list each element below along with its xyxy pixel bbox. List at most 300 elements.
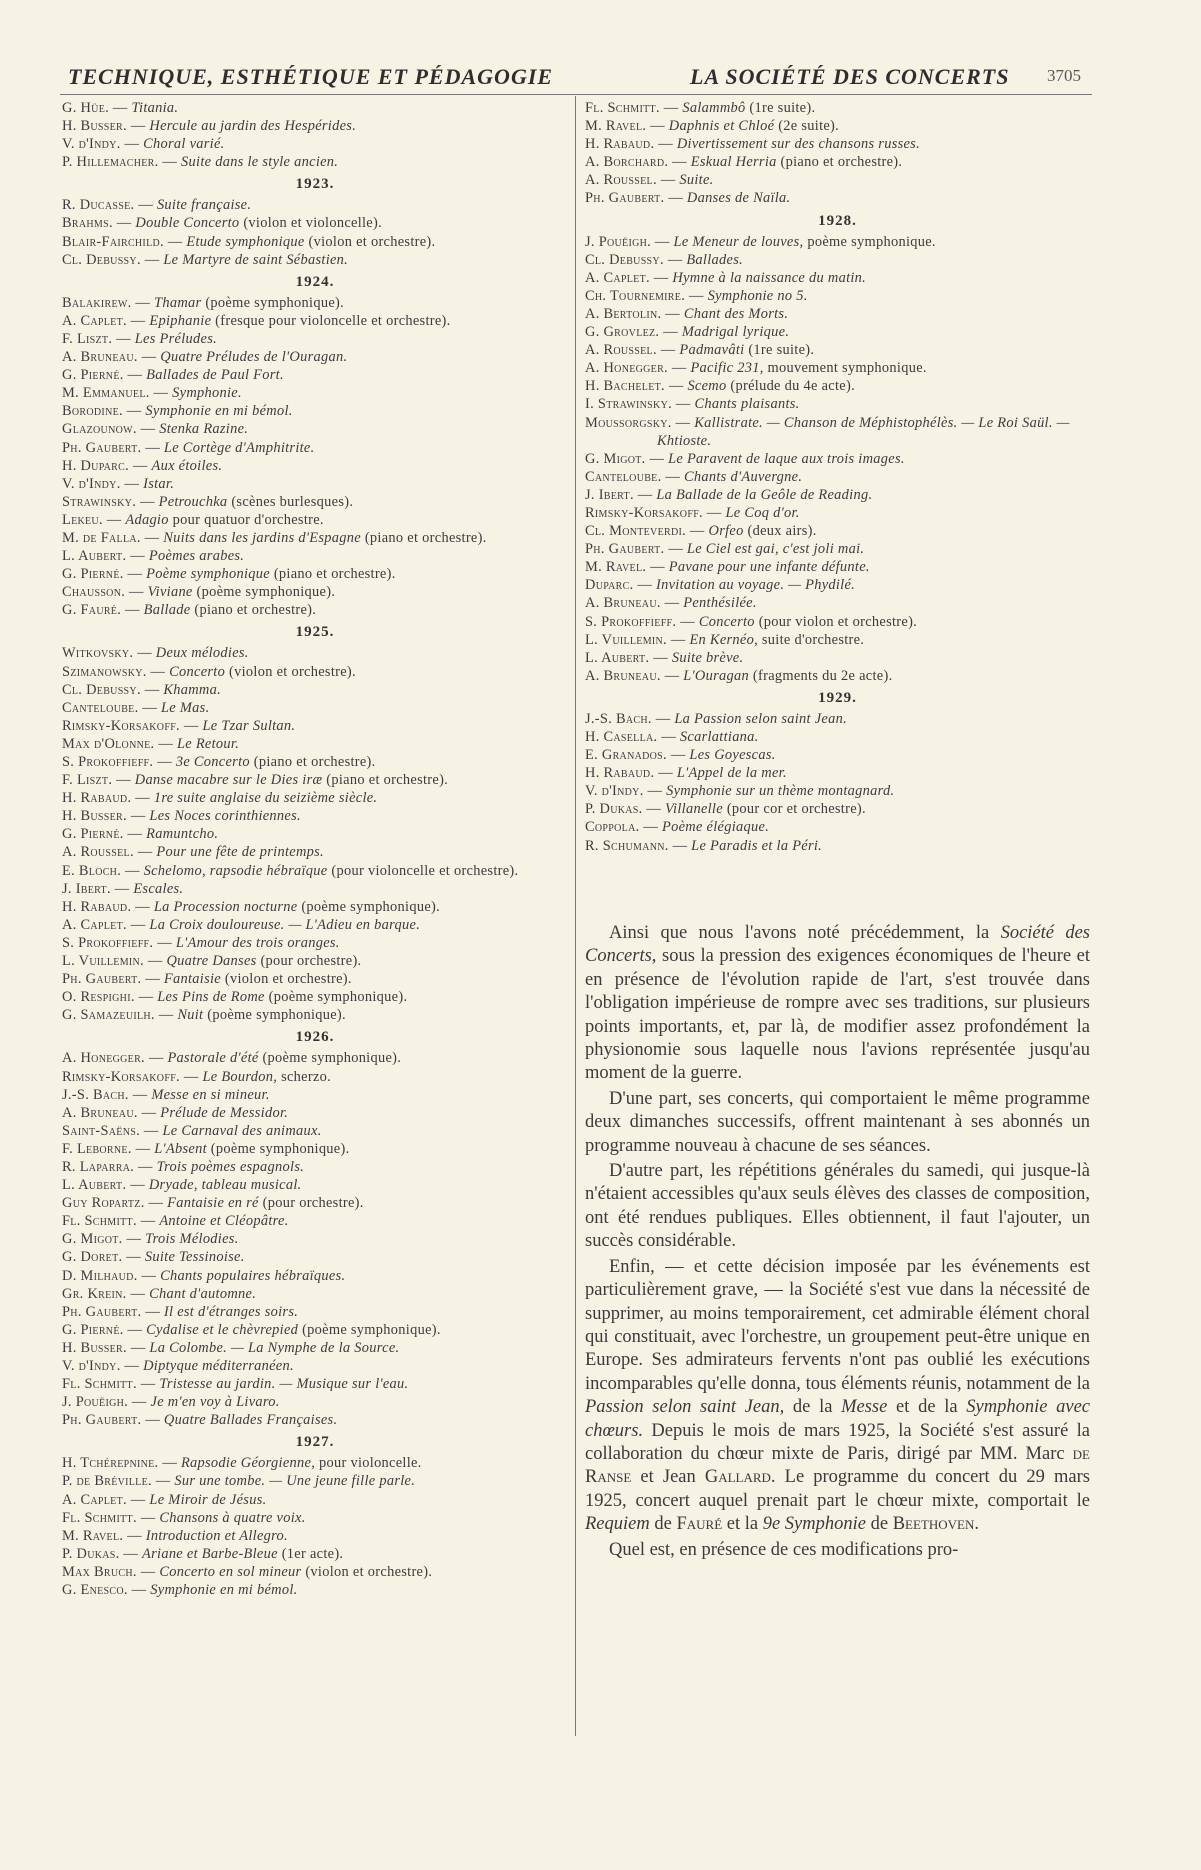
program-entry: Rimsky-Korsakoff. — Le Bourdon, scherzo. — [62, 1068, 332, 1085]
header-rule — [60, 94, 1092, 95]
text-run: et de la — [887, 1397, 967, 1418]
program-entry: D. Milhaud. — Chants populaires hébraïques. — [62, 1267, 346, 1284]
left-column-program-list — [62, 99, 568, 1599]
work-title: Nuit — [177, 1007, 204, 1024]
program-entry: A. Caplet. — Hymne à la naissance du matin. — [585, 269, 867, 286]
work-note: (1re suite). — [749, 100, 816, 116]
work-title: Kallistrate. — Chanson de Méphistophélès. — Le Roi Saül. — Khtioste. — [657, 414, 1070, 449]
composer-name: Saint-Saëns. — [62, 1122, 140, 1139]
composer-name: S. Prokoffieff. — [62, 934, 154, 951]
work-title: Concerto — [698, 613, 755, 630]
composer-name: M. de Falla. — [62, 529, 141, 546]
composer-name: Cl. Monteverdi. — [585, 523, 687, 540]
work-title: La Colombe. — La Nymphe de la Source. — [149, 1339, 400, 1356]
work-note: (piano et orchestre). — [194, 602, 317, 619]
composer-name: G. Fauré. — [62, 602, 122, 619]
composer-name: A. Roussel. — [585, 342, 657, 359]
work-note: (pour violoncelle et orchestre). — [331, 862, 519, 879]
work-title: Danses de Naïla. — [686, 190, 791, 207]
program-entry: M. Ravel. — Pavane pour une infante défunte. — [585, 559, 870, 576]
composer-name: H. Rabaud. — [62, 790, 132, 807]
composer-name: H. Rabaud. — [585, 765, 655, 782]
composer-name: Canteloube. — [62, 699, 139, 716]
composer-name: F. Liszt. — [62, 330, 113, 347]
work-title: Suite. — [679, 172, 714, 189]
work-title: Hymne à la naissance du matin. — [672, 269, 867, 286]
composer-name: Witkovsky. — [62, 645, 134, 662]
composer-name: A. Bruneau. — [585, 667, 661, 684]
work-note: (1er acte). — [281, 1545, 344, 1562]
composer-name: L. Aubert. — [62, 548, 127, 565]
work-title: Messe en si mineur. — [151, 1086, 270, 1103]
page-number: 3705 — [1047, 66, 1081, 85]
work-title: La Passion selon saint Jean. — [674, 710, 848, 727]
program-entry: P. Dukas. — Villanelle (pour cor et orchestre). — [585, 801, 866, 818]
work-title: Quatre Ballades Françaises. — [163, 1412, 338, 1429]
program-entry: Ph. Gaubert. — Il est d'étranges soirs. — [62, 1303, 299, 1320]
composer-name: Cl. Debussy. — [62, 251, 141, 268]
work-note: (prélude du 4e acte). — [730, 378, 855, 395]
composer-name: O. Respighi. — [62, 989, 135, 1006]
text-run: sous la pression des exigences économiques de l'heure et en présence de l'évolution rapide de l'art, s'est trouvée dans l'obligation impérieuse de rompre avec ses traditions, sur plusieurs points importants, et, par là, de modifier assez profondément la physionomie sous laquelle nous l'avions représentée jusqu'au moment de la guerre. — [585, 946, 1090, 1084]
program-entry: M. Ravel. — Introduction et Allegro. — [62, 1527, 288, 1544]
running-header-right: LA SOCIÉTÉ DES CONCERTS — [690, 64, 1010, 89]
program-entry: Cl. Debussy. — Khamma. — [62, 681, 222, 698]
year-heading: 1928. — [818, 212, 857, 229]
work-title: Daphnis et Chloé — [668, 118, 775, 135]
composer-name: Guy Ropartz. — [62, 1195, 145, 1212]
composer-name: Fl. Schmitt. — [62, 1509, 137, 1526]
work-title: Concerto — [169, 663, 226, 680]
program-entry: A. Roussel. — Padmavâti (1re suite). — [585, 342, 815, 359]
composer-name: H. Tchérepnine. — [62, 1455, 159, 1472]
composer-name: V. d'Indy. — [62, 136, 121, 153]
composer-name: A. Roussel. — [585, 172, 657, 189]
text-run: et la — [722, 1514, 763, 1535]
composer-name: H. Busser. — [62, 1339, 127, 1356]
program-entry: L. Aubert. — Suite brève. — [585, 649, 744, 666]
work-title: Villanelle — [665, 801, 723, 818]
composer-name: Cl. Debussy. — [62, 681, 141, 698]
program-entry: P. de Bréville. — Sur une tombe. — Une jeune fille parle. — [62, 1473, 416, 1490]
work-title: Chant d'automne. — [149, 1285, 257, 1302]
work-title: Viviane — [147, 584, 193, 601]
work-title: Quatre Danses — [166, 953, 257, 970]
composer-name: G. Grovlez. — [585, 324, 660, 341]
program-entry: Fl. Schmitt. — Tristesse au jardin. — Musique sur l'eau. — [62, 1376, 409, 1393]
composer-name: M. Ravel. — [585, 118, 647, 135]
work-note: (poème symphonique). — [268, 989, 408, 1006]
work-title: L'Absent — [154, 1140, 207, 1157]
composer-name: H. Duparc. — [62, 457, 130, 474]
program-entry: Rimsky-Korsakoff. — Le Tzar Sultan. — [62, 717, 296, 734]
work-title: Escales. — [133, 880, 184, 897]
composer-name: Lekeu. — [62, 511, 103, 528]
composer-name: A. Honegger. — [585, 360, 668, 377]
composer-name: J. Ibert. — [62, 880, 111, 897]
composer-name: Ph. Gaubert. — [62, 1412, 142, 1429]
work-title: Les Goyescas. — [689, 747, 776, 764]
program-entry: G. Fauré. — Ballade (piano et orchestre). — [62, 602, 317, 619]
text-run: Gallard. — [704, 1467, 776, 1488]
work-title: Le Coq d'or. — [725, 504, 800, 521]
text-run: 9e Symphonie — [762, 1514, 866, 1535]
work-title: Le Cortège d'Amphitrite. — [163, 439, 315, 456]
program-entry: L. Vuillemin. — Quatre Danses (pour orchestre). — [62, 953, 362, 970]
work-title: Istar. — [143, 475, 175, 492]
work-title: Double Concerto — [135, 215, 240, 232]
program-entry: G. Grovlez. — Madrigal lyrique. — [585, 324, 790, 341]
composer-name: A. Caplet. — [62, 1491, 127, 1508]
text-run: Depuis le mois de mars 1925, la Société s'est assuré la collaboration du chœur mixte de Paris, dirigé par MM. Marc — [585, 1420, 1090, 1464]
work-title: Pavane pour une infante défunte. — [668, 559, 870, 576]
column-divider — [575, 96, 576, 1736]
composer-name: G. Samazeuilh. — [62, 1007, 155, 1024]
composer-name: V. d'Indy. — [62, 475, 121, 492]
program-entry: A. Bertolin. — Chant des Morts. — [585, 305, 789, 322]
work-title: Titania. — [131, 100, 179, 116]
work-title: La Croix douloureuse. — L'Adieu en barque. — [149, 916, 421, 933]
work-note: suite d'orchestre. — [761, 631, 865, 648]
text-run: et Jean — [631, 1467, 705, 1488]
work-title: Ramuntcho. — [146, 826, 219, 843]
program-entry: Ph. Gaubert. — Le Ciel est gai, c'est joli mai. — [585, 541, 865, 558]
program-entry: S. Prokoffieff. — L'Amour des trois oranges. — [62, 934, 340, 951]
composer-name: G. Pierné. — [62, 566, 124, 583]
work-title: Trois poèmes espagnols. — [156, 1158, 305, 1175]
text-run: de — [649, 1514, 677, 1535]
composer-name: A. Borchard. — [585, 154, 669, 171]
work-title: Eskual Herria — [690, 154, 777, 171]
composer-name: Blair-Fairchild. — [62, 233, 164, 250]
program-entry: G. Hüe. — Titania. — [62, 100, 179, 116]
work-title: Ariane et Barbe-Bleue — [142, 1545, 278, 1562]
program-entry: H. Casella. — Scarlattiana. — [585, 729, 759, 745]
work-title: Invitation au voyage. — Phydilé. — [656, 577, 856, 594]
composer-name: G. Enesco. — [62, 1582, 128, 1599]
program-entry: H. Busser. — Les Noces corinthiennes. — [62, 808, 301, 825]
running-header-left: TECHNIQUE, ESTHÉTIQUE ET PÉDAGOGIE — [68, 64, 554, 89]
program-entry: A. Roussel. — Suite. — [585, 172, 714, 189]
composer-name: Balakirew. — [62, 294, 132, 311]
program-entry: A. Bruneau. — Quatre Préludes de l'Ouragan. — [62, 349, 348, 366]
work-title: Chant des Morts. — [683, 305, 789, 322]
composer-name: Moussorgsky. — [585, 414, 672, 431]
composer-name: G. Doret. — [62, 1249, 123, 1266]
text-run: de la — [784, 1397, 842, 1418]
work-title: Poèmes arabes. — [148, 548, 245, 565]
composer-name: G. Pierné. — [62, 826, 124, 843]
work-title: Pastorale d'été — [167, 1050, 259, 1067]
program-entry: Chausson. — Viviane (poème symphonique). — [62, 584, 336, 601]
work-title: Le Miroir de Jésus. — [149, 1491, 267, 1508]
composer-name: M. Ravel. — [585, 559, 647, 576]
composer-name: L. Aubert. — [585, 649, 650, 666]
composer-name: A. Bruneau. — [62, 1104, 138, 1121]
program-entry: Fl. Schmitt. — Antoine et Cléopâtre. — [62, 1213, 289, 1230]
text-run: Messe — [841, 1397, 888, 1418]
composer-name: E. Granados. — [585, 747, 667, 764]
composer-name: S. Prokoffieff. — [585, 613, 677, 630]
work-title: Schelomo, rapsodie hébraïque — [143, 862, 328, 879]
program-entry: H. Busser. — La Colombe. — La Nymphe de la Source. — [62, 1339, 400, 1356]
program-entry: Witkovsky. — Deux mélodies. — [62, 645, 249, 662]
text-run: Quel est, en présence de ces modifications pro- — [609, 1539, 959, 1560]
composer-name: G. Migot. — [62, 1231, 123, 1248]
composer-name: Duparc. — [585, 577, 634, 594]
text-run: de — [865, 1514, 893, 1535]
program-entry: Balakirew. — Thamar (poème symphonique). — [62, 294, 345, 311]
program-entry: Fl. Schmitt. — Salammbô (1re suite). — [585, 100, 816, 116]
work-title: Le Retour. — [176, 735, 240, 752]
work-title: Divertissement sur des chansons russes. — [676, 136, 920, 153]
program-entry: Ch. Tournemire. — Symphonie no 5. — [585, 287, 808, 304]
composer-name: J. Pouëigh. — [585, 233, 652, 250]
composer-name: L. Aubert. — [62, 1177, 127, 1194]
work-title: Symphonie. — [172, 385, 242, 402]
composer-name: H. Busser. — [62, 808, 127, 825]
composer-name: F. Liszt. — [62, 772, 113, 789]
work-title: Chansons à quatre voix. — [159, 1509, 306, 1526]
work-note: (pour violon et orchestre). — [758, 613, 918, 630]
work-note: scherzo. — [281, 1068, 332, 1085]
work-title: Choral varié. — [143, 136, 225, 153]
composer-name: Fl. Schmitt. — [62, 1213, 137, 1230]
work-title: Le Bourdon, — [202, 1068, 278, 1085]
composer-name: Gr. Krein. — [62, 1285, 127, 1302]
year-heading: 1926. — [295, 1029, 335, 1046]
work-title: Suite dans le style ancien. — [181, 154, 339, 171]
work-title: Scarlattiana. — [679, 729, 759, 745]
composer-name: H. Rabaud. — [585, 136, 655, 153]
work-title: Le Carnaval des animaux. — [162, 1122, 322, 1139]
work-title: Le Mas. — [161, 699, 210, 716]
program-entry: E. Bloch. — Schelomo, rapsodie hébraïque (pour violoncelle et orchestre). — [62, 862, 519, 879]
composer-name: Ch. Tournemire. — [585, 287, 686, 304]
composer-name: R. Ducasse. — [62, 197, 135, 214]
composer-name: Fl. Schmitt. — [62, 1376, 137, 1393]
program-entry: Brahms. — Double Concerto (violon et violoncelle). — [62, 215, 382, 232]
work-title: Le Meneur de louves, — [673, 233, 804, 250]
program-entry: G. Migot. — Trois Mélodies. — [62, 1231, 239, 1248]
work-title: Dryade, tableau musical. — [148, 1177, 302, 1194]
work-title: Suite brève. — [671, 649, 744, 666]
program-entry: L. Vuillemin. — En Kernéo, suite d'orchestre. — [585, 631, 865, 648]
program-entry: A. Caplet. — La Croix douloureuse. — L'Adieu en barque. — [62, 916, 421, 933]
program-entry: Guy Ropartz. — Fantaisie en ré (pour orchestre). — [62, 1195, 364, 1212]
program-entry: A. Bruneau. — Penthésilée. — [585, 595, 757, 612]
work-note: (piano et orchestre). — [780, 154, 903, 171]
text-run: Enfin, — et cette décision imposée par les événements est particulièrement grave, — la Société s'est vue dans la nécessité de supprimer, au moins temporairement, cet admirable élément choral qui constituait, avec l'orchestre, un groupement peut-être unique en Europe. Ses admirateurs fervents n'ont pas oublié les exécutions incomparables qu'elle donna, tous éléments réunis, notamment de la — [585, 1256, 1090, 1394]
composer-name: A. Caplet. — [62, 312, 127, 329]
work-title: Petrouchka — [158, 493, 228, 510]
program-entry: V. d'Indy. — Istar. — [62, 475, 175, 492]
program-entry: Gr. Krein. — Chant d'automne. — [62, 1285, 257, 1302]
program-entry: Canteloube. — Le Mas. — [62, 699, 210, 716]
work-title: Padmavâti — [679, 342, 745, 359]
program-entry: Cl. Debussy. — Le Martyre de saint Sébastien. — [62, 251, 349, 268]
composer-name: V. d'Indy. — [585, 783, 644, 800]
composer-name: J. Pouëigh. — [62, 1394, 129, 1411]
program-entry: P. Dukas. — Ariane et Barbe-Bleue (1er acte). — [62, 1545, 344, 1562]
work-note: pour violoncelle. — [319, 1455, 422, 1472]
program-entry: G. Pierné. — Cydalise et le chèvrepied (poème symphonique). — [62, 1321, 441, 1338]
composer-name: G. Pierné. — [62, 1321, 124, 1338]
work-note: (poème symphonique). — [302, 1321, 441, 1338]
composer-name: R. Schumann. — [585, 837, 669, 854]
work-note: (2e suite). — [778, 118, 840, 135]
program-entry: Blair-Fairchild. — Etude symphonique (violon et orchestre). — [62, 233, 436, 250]
work-note: poème symphonique. — [807, 233, 936, 250]
composer-name: A. Caplet. — [585, 269, 650, 286]
work-title: Fantaisie — [163, 971, 221, 988]
work-note: (poème symphonique). — [207, 1007, 346, 1024]
work-title: Le Paravent de laque aux trois images. — [668, 450, 905, 467]
program-entry: E. Granados. — Les Goyescas. — [585, 747, 776, 764]
work-title: Chants populaires hébraïques. — [160, 1267, 346, 1284]
program-entry: G. Doret. — Suite Tessinoise. — [62, 1249, 245, 1266]
work-title: Danse macabre sur le Dies iræ — [134, 772, 323, 789]
program-entry: J.-S. Bach. — La Passion selon saint Jean. — [585, 710, 848, 727]
program-entry: R. Schumann. — Le Paradis et la Péri. — [585, 837, 823, 854]
year-heading: 1924. — [295, 273, 335, 290]
program-entry: A. Bruneau. — Prélude de Messidor. — [62, 1104, 289, 1121]
composer-name: L. Vuillemin. — [585, 631, 667, 648]
program-entry: G. Samazeuilh. — Nuit (poème symphonique). — [62, 1007, 346, 1024]
composer-name: Ph. Gaubert. — [62, 439, 142, 456]
program-entry: A. Roussel. — Pour une fête de printemps. — [62, 844, 324, 861]
composer-name: A. Honegger. — [62, 1050, 145, 1067]
program-entry: Ph. Gaubert. — Le Cortège d'Amphitrite. — [62, 439, 315, 456]
composer-name: R. Laparra. — [62, 1158, 135, 1175]
work-title: Epiphanie — [149, 312, 212, 329]
work-title: Suite Tessinoise. — [144, 1249, 245, 1266]
program-entry: J.-S. Bach. — Messe en si mineur. — [62, 1086, 270, 1103]
composer-name: G. Pierné. — [62, 367, 124, 384]
composer-name: Cl. Debussy. — [585, 251, 664, 268]
text-run: Ainsi que nous l'avons noté précédemment, la — [609, 923, 1001, 943]
program-entry: H. Busser. — Hercule au jardin des Hespérides. — [62, 118, 357, 135]
composer-name: A. Bertolin. — [585, 305, 662, 322]
work-note: (violon et orchestre). — [229, 663, 356, 680]
composer-name: A. Caplet. — [62, 916, 127, 933]
program-entry: H. Duparc. — Aux étoiles. — [62, 457, 223, 474]
composer-name: Ph. Gaubert. — [585, 190, 665, 207]
program-entry: Ph. Gaubert. — Danses de Naïla. — [585, 190, 791, 207]
work-title: Chants plaisants. — [694, 396, 800, 413]
program-entry: A. Caplet. — Le Miroir de Jésus. — [62, 1491, 267, 1508]
composer-name: P. Dukas. — [62, 1545, 120, 1562]
program-entry: R. Laparra. — Trois poèmes espagnols. — [62, 1158, 305, 1175]
work-title: Rapsodie Géorgienne, — [180, 1455, 316, 1472]
composer-name: Rimsky-Korsakoff. — [62, 717, 180, 734]
work-title: Symphonie en mi bémol. — [150, 1582, 298, 1599]
work-title: Antoine et Cléopâtre. — [159, 1213, 289, 1230]
work-note: (piano et orchestre). — [273, 566, 396, 583]
work-title: Nuits dans les jardins d'Espagne — [163, 529, 361, 546]
program-entry: A. Bruneau. — L'Ouragan (fragments du 2e acte). — [585, 667, 893, 684]
program-entry: Szimanowsky. — Concerto (violon et orchestre). — [62, 663, 356, 680]
work-title: Ballades de Paul Fort. — [146, 367, 284, 384]
composer-name: G. Migot. — [585, 450, 646, 467]
composer-name: E. Bloch. — [62, 862, 122, 879]
composer-name: Glazounow. — [62, 421, 137, 438]
work-note: mouvement symphonique. — [767, 360, 927, 377]
work-title: Le Paradis et la Péri. — [691, 837, 823, 854]
program-entry: V. d'Indy. — Symphonie sur un thème montagnard. — [585, 783, 895, 800]
paragraph — [585, 1256, 1090, 1537]
program-entry: G. Migot. — Le Paravent de laque aux trois images. — [585, 450, 905, 467]
work-note: (scènes burlesques). — [231, 493, 354, 510]
work-note: (pour cor et orchestre). — [726, 801, 866, 818]
program-entry: Saint-Saëns. — Le Carnaval des animaux. — [62, 1122, 322, 1139]
program-entry: Max Bruch. — Concerto en sol mineur (violon et orchestre). — [62, 1563, 433, 1580]
composer-name: M. Ravel. — [62, 1527, 124, 1544]
year-heading: 1925. — [295, 624, 335, 641]
work-title: 1re suite anglaise du seizième siècle. — [153, 790, 378, 807]
work-title: Fantaisie en ré — [167, 1195, 259, 1212]
work-title: La Procession nocturne — [153, 898, 298, 915]
work-title: Poème élégiaque. — [662, 819, 770, 836]
work-title: Cydalise et le chèvrepied — [146, 1321, 299, 1338]
program-entry: Duparc. — Invitation au voyage. — Phydilé. — [585, 577, 856, 594]
work-title: 3e Concerto — [175, 754, 250, 770]
text-run: D'une part, ses concerts, qui comportaient le même programme deux dimanches successifs, offrent maintenant à ses abonnés un programme nouveau à chacune de ses séances. — [585, 1088, 1090, 1156]
program-entry: L. Aubert. — Dryade, tableau musical. — [62, 1177, 302, 1194]
work-title: Prélude de Messidor. — [160, 1104, 289, 1121]
text-run: Beethoven. — [892, 1514, 979, 1535]
program-entry: H. Rabaud. — L'Appel de la mer. — [585, 765, 787, 782]
program-entry: Glazounow. — Stenka Razine. — [62, 421, 249, 438]
program-entry: A. Borchard. — Eskual Herria (piano et orchestre). — [585, 154, 903, 171]
composer-name: Ph. Gaubert. — [62, 1303, 142, 1320]
work-title: Salammbô — [682, 100, 746, 116]
work-note: (fresque pour violoncelle et orchestre). — [215, 312, 451, 329]
work-title: En Kernéo, — [689, 631, 758, 648]
composer-name: Rimsky-Korsakoff. — [585, 504, 703, 521]
work-title: Sur une tombe. — Une jeune fille parle. — [174, 1473, 416, 1490]
composer-name: D. Milhaud. — [62, 1267, 138, 1284]
composer-name: P. Dukas. — [585, 801, 643, 818]
article-text — [585, 922, 1090, 1564]
program-entry: J. Ibert. — La Ballade de la Geôle de Reading. — [585, 486, 873, 503]
program-entry: H. Rabaud. — La Procession nocturne (poème symphonique). — [62, 898, 441, 915]
program-entry: J. Pouëigh. — Le Meneur de louves, poème symphonique. — [585, 233, 936, 250]
work-title: La Ballade de la Geôle de Reading. — [656, 486, 873, 503]
program-entry: Moussorgsky. — Kallistrate. — Chanson de Méphistophélès. — Le Roi Saül. — Khtioste. — [585, 414, 1070, 449]
composer-name: L. Vuillemin. — [62, 953, 144, 970]
work-title: Orfeo — [708, 523, 744, 540]
composer-name: Canteloube. — [585, 468, 662, 485]
work-note: (piano et orchestre). — [253, 754, 376, 770]
work-title: Deux mélodies. — [155, 645, 249, 662]
work-title: Symphonie sur un thème montagnard. — [666, 783, 895, 800]
program-entry: Fl. Schmitt. — Chansons à quatre voix. — [62, 1509, 306, 1526]
program-entry: S. Prokoffieff. — Concerto (pour violon et orchestre). — [585, 613, 918, 630]
work-note: (poème symphonique). — [205, 294, 345, 311]
composer-name: Brahms. — [62, 215, 113, 232]
composer-name: Ph. Gaubert. — [585, 541, 665, 558]
program-entry: G. Pierné. — Poème symphonique (piano et orchestre). — [62, 566, 396, 583]
work-note: (pour orchestre). — [260, 953, 362, 970]
work-title: Poème symphonique — [146, 566, 270, 583]
program-entry: M. de Falla. — Nuits dans les jardins d'Espagne (piano et orchestre). — [62, 529, 487, 546]
composer-name: M. Emmanuel. — [62, 385, 150, 402]
text-run: Le programme du concert du 29 mars 1925, concert auquel prenait part le chœur mixte, comportait le — [585, 1467, 1090, 1511]
work-title: L'Appel de la mer. — [676, 765, 787, 782]
year-heading: 1927. — [295, 1434, 335, 1451]
composer-name: S. Prokoffieff. — [62, 754, 154, 770]
